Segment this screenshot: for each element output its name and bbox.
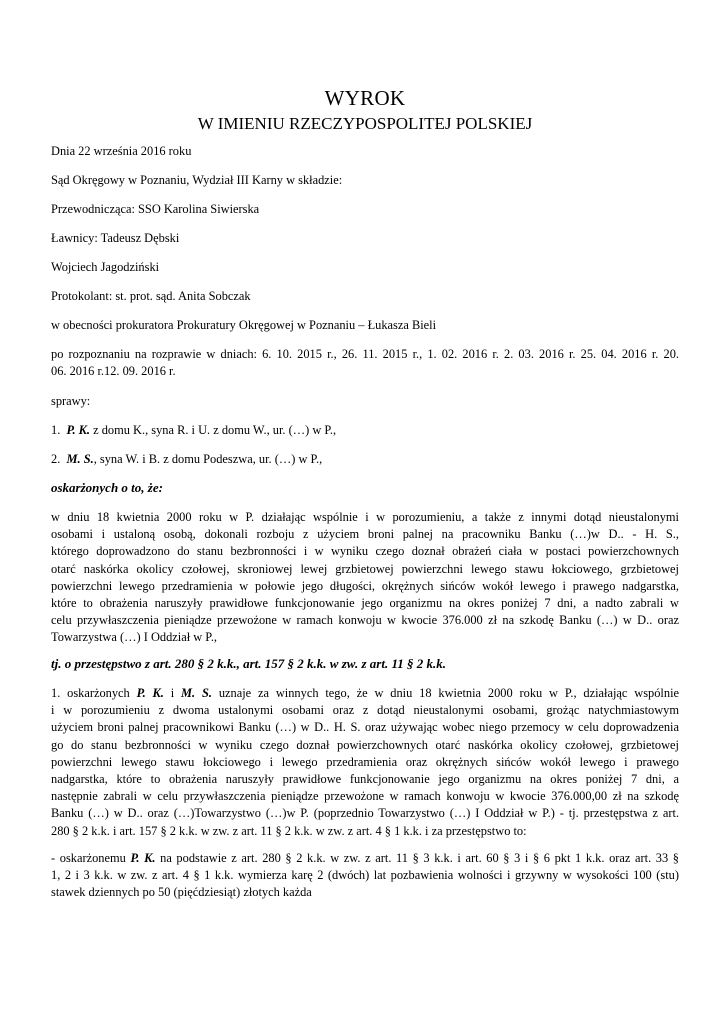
charge-line: którego doprowadzono do stanu bezbronności i w wyniku czego doznał obrażeń ciała w postaci powierzchownych — [51, 544, 679, 559]
verdict-line: użyciem broni palnej pracownikowi Banku (…) w D.. H. S. oraz używając wobec niego przemocy w celu doprowadzenia — [51, 720, 679, 735]
charge-line: otarć naskórka okolicy czołowej, skroniowej lewej grzbietowej powierzchni lewego stawu łokciowego, grzbietowej — [51, 561, 679, 576]
defendant-2-line — [51, 451, 322, 468]
verdict-line: i w porozumieniu z dwoma ustalonymi osobami oraz z dotąd nieustalonymi osobami, grożąc natychmiastowym — [51, 703, 679, 718]
defendant-1-number: 1. — [51, 423, 61, 437]
verdict-line: powierzchni lewego stawu łokciowego i lewego przedramienia oraz okrężnych sińców wokół lewego i prawego — [51, 754, 679, 769]
hearing-line: 06. 2016 r.12. 09. 2016 r. — [51, 364, 176, 379]
date-line: Dnia 22 września 2016 roku — [51, 144, 192, 158]
charge-line: w dniu 18 kwietnia 2000 roku w P. działając wspólnie i w porozumieniu, a także z innymi dotąd nieustalonymi — [51, 510, 679, 524]
hearing-line: po rozpoznaniu na rozprawie w dniach: 6. 10. 2015 r., 26. 11. 2015 r., 1. 02. 2016 r. 2. 03. 2016 r. 25. 04. 2016 r. 20. — [51, 347, 679, 361]
charge-line: osobami i ustaloną osobą, dokonali rozboju z użyciem broni palnej na pracowniku Banku (…)w D.. - H. S., — [51, 527, 679, 542]
offence-heading: tj. o przestępstwo z art. 280 § 2 k.k., art. 157 § 2 k.k. w zw. z art. 11 § 2 k.k. — [51, 656, 446, 671]
verdict-line: nadgarstka, które to obrażenia naruszyły prawidłowe funkcjonowanie jego organizmu na okres poniżej 7 dni, a — [51, 772, 679, 787]
verdict-conjunction: i — [163, 686, 182, 700]
sentence-paragraph — [51, 850, 679, 902]
hearing-dates — [51, 346, 679, 380]
verdict-first-line — [51, 685, 679, 702]
sentence-name: P. K. — [130, 851, 156, 865]
sentence-first-rest: na podstawie z art. 280 § 2 k.k. w zw. z art. 11 § 3 k.k. i art. 60 § 3 i § 6 pkt 1 k.k. oraz art. 33 § — [155, 851, 680, 865]
charge-line: które to obrażenia naruszyły prawidłowe funkcjonowanie jego organizmu na okres poniżej 7 dni, a nadto zabrali w — [51, 596, 679, 611]
document-subtitle: W IMIENIU RZECZYPOSPOLITEJ POLSKIEJ — [197, 114, 533, 133]
charge-line: Towarzystwa (…) I Oddział w P., — [51, 630, 218, 645]
sentence-first-line — [51, 850, 679, 867]
accused-heading: oskarżonych o to, że: — [51, 480, 163, 495]
chair-line: Przewodnicząca: SSO Karolina Siwierska — [51, 202, 260, 216]
verdict-line: 280 § 2 k.k. i art. 157 § 2 k.k. w zw. z art. 11 § 2 k.k. w zw. z art. 4 § 1 k.k. i za przestępstwo to: — [51, 823, 527, 838]
verdict-name-1: P. K. — [136, 686, 164, 700]
charge-line: powierzchni lewego przedramienia w połowie jego długości, okrężnych sińców wokół lewego i prawego nadgarstka, — [51, 578, 679, 593]
defendant-2-name: M. S. — [66, 452, 94, 466]
verdict-line: go do stanu bezbronności w wyniku czego doznał powierzchownych otarć naskórka okolicy czołowej, grzbietowej — [51, 737, 679, 752]
charge-line: celu przywłaszczenia pieniądze przewożone w ramach konwoju w kwocie 376.000 zł na szkodę Banku (…) w D.. oraz — [51, 613, 679, 628]
document-title: WYROK — [324, 86, 406, 110]
verdict-line: następnie zabrali w celu przywłaszczenia pieniądze przewożone w ramach konwoju w kwocie 376.000,00 zł na szkodę — [51, 789, 679, 804]
defendant-2-number: 2. — [51, 452, 61, 466]
charge-paragraph — [51, 509, 679, 647]
defendant-1-name: P. K. — [66, 423, 91, 437]
verdict-line: Banku (…) w D.. oraz (…)Towarzystwo (…)w P. (poprzednio Towarzystwo (…) I Oddział w P.) - tj. przestępstwa z art. — [51, 806, 679, 821]
verdict-paragraph — [51, 685, 679, 840]
prosecutor-line: w obecności prokuratora Prokuratury Okręgowej w Poznaniu – Łukasza Bieli — [51, 318, 437, 332]
sentence-line: stawek dziennych po 50 (pięćdziesiąt) złotych każda — [51, 885, 312, 900]
case-label: sprawy: — [51, 394, 91, 408]
lay-judge-2-line: Wojciech Jagodziński — [51, 260, 160, 274]
verdict-prefix: 1. oskarżonych — [51, 686, 137, 700]
lay-judges-line: Ławnicy: Tadeusz Dębski — [51, 231, 180, 245]
defendant-2-details: , syna W. i B. z domu Podeszwa, ur. (…) w P., — [93, 452, 323, 466]
defendant-1-details: z domu K., syna R. i U. z domu W., ur. (…) w P., — [90, 423, 337, 437]
court-line: Sąd Okręgowy w Poznaniu, Wydział III Karny w składzie: — [51, 173, 343, 187]
sentence-prefix: - oskarżonemu — [51, 851, 131, 865]
clerk-line: Protokolant: st. prot. sąd. Anita Sobczak — [51, 289, 251, 303]
sentence-line: 1, 2 i 3 k.k. w zw. z art. 4 § 1 k.k. wymierza karę 2 (dwóch) lat pozbawienia wolności i grzywny w wysokości 100 (stu) — [51, 868, 679, 883]
defendant-1-line — [51, 422, 336, 439]
verdict-name-2: M. S. — [181, 686, 212, 700]
verdict-first-rest: uznaje za winnych tego, że w dniu 18 kwietnia 2000 roku w P., działając wspólnie — [211, 686, 680, 700]
